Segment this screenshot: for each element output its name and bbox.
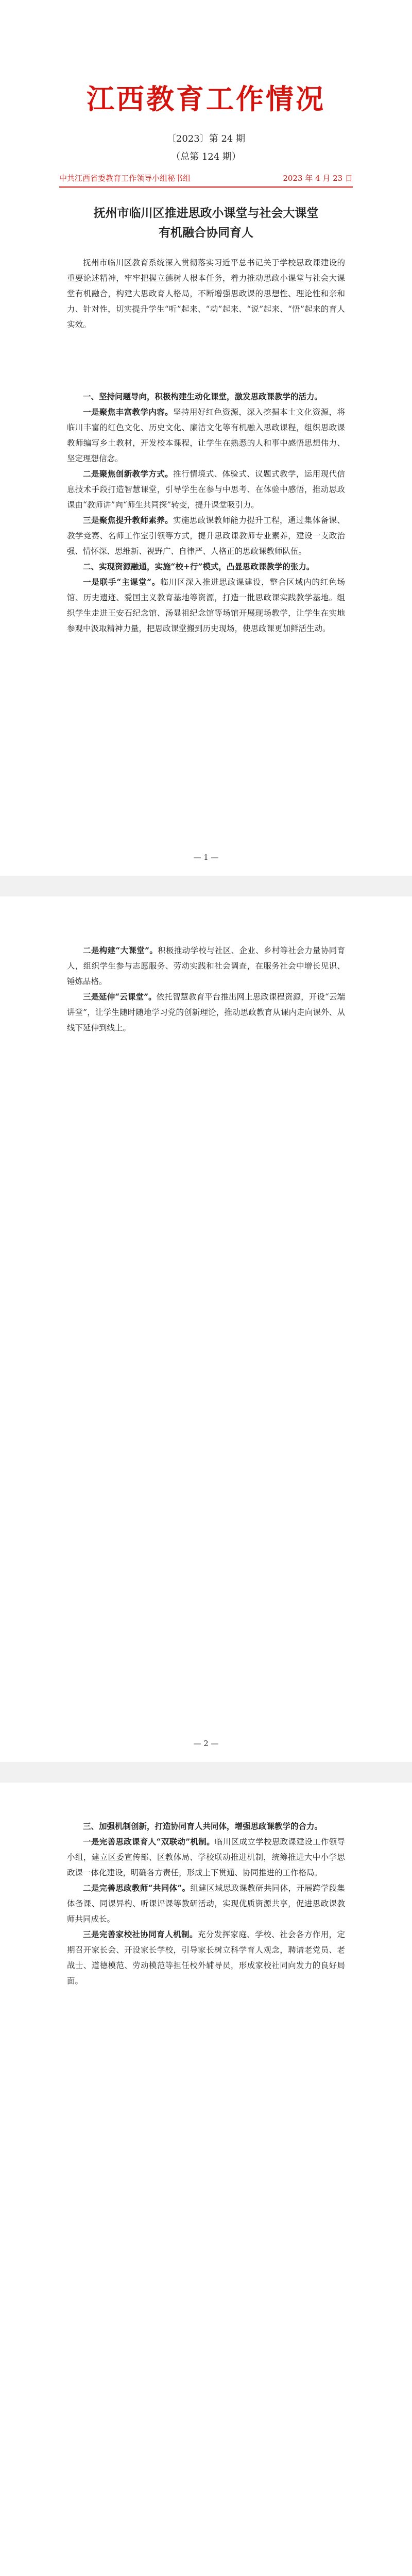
page-number-2: — 2 — bbox=[193, 1739, 219, 1748]
issue-date: 2023 年 4 月 23 日 bbox=[283, 174, 353, 183]
issue-number: 〔2023〕第 24 期 bbox=[166, 133, 246, 144]
intro-paragraph bbox=[67, 255, 345, 332]
section-3-head: 三、加强机制创新，打造协同育人共同体，增强思政课教学的合力。 bbox=[83, 1821, 323, 1831]
section-3-para-1: 一是完善思政课育人“双联动”机制。临川区成立学校思政课建设工作领导小组，建立区委宣传部、区教体局、学校联动推进机制，统筹推进大中小学思政课一体化建设，明确各方责任，形成上下贯通、协同推进的工作格局。 bbox=[67, 1837, 345, 1877]
section-2-para-2: 二是构建“大课堂”。积极推动学校与社区、企业、乡村等社会力量协同育人，组织学生参与志愿服务、劳动实践和社会调查，在服务社会中增长见识、锤炼品格。 bbox=[67, 945, 345, 986]
section-2-para-1: 一是联手“主课堂”。临川区深入推进思政课建设，整合区域内的红色场馆、历史遗迹、爱国主义教育基地等资源，打造一批思政课实践教学基地。组织学生走进王安石纪念馆、汤显祖纪念馆等场馆开展现场教学，让学生在实地参观中汲取精神力量，把思政课堂搬到历史现场，使思政课更加鲜活生动。 bbox=[67, 577, 345, 633]
header-meta bbox=[59, 173, 353, 183]
section-1-head: 一、坚持问题导向，积极构建生动化课堂，激发思政课教学的活力。 bbox=[83, 392, 323, 401]
intro-text: 抚州市临川区教育系统深入贯彻落实习近平总书记关于学校思政课建设的重要论述精神，牢牢把握立德树人根本任务，着力推动思政小课堂与社会大课堂有机融合，构建大思政育人格局，不断增强思政课的思想性、理论性和亲和力、针对性，切实提升学生“听”起来、“动”起来、“说”起来、“悟”起来的育人实效。 bbox=[67, 258, 345, 329]
section-2-head: 二、实现资源融通，实施“校+行”模式，凸显思政课教学的张力。 bbox=[83, 562, 315, 571]
section-1 bbox=[67, 389, 345, 636]
section-1-para-3: 三是聚焦提升教师素养。实施思政课教师能力提升工程，通过集体备课、教学竞赛、名师工作室引领等方式，提升思政课教师专业素养，建设一支政治强、情怀深、思维新、视野广、自律严、人格正的思政课教师队伍。 bbox=[67, 515, 345, 556]
page-3-body bbox=[67, 1819, 345, 1989]
section-2-para-3: 三是延伸“云课堂”。依托智慧教育平台推出网上思政课程资源，开设“云端讲堂”，让学生随时随地学习党的创新理论，推动思政教育从课内走向课外、从线下延伸到线上。 bbox=[67, 992, 345, 1032]
page-separator bbox=[0, 1762, 412, 1783]
section-3-para-3: 三是完善家校社协同育人机制。充分发挥家庭、学校、社会各方作用，定期召开家长会、开设家长学校，引导家长树立科学育人观念，聘请老党员、老战士、道德模范、劳动模范等担任校外辅导员，形成家校社同向发力的良好局面。 bbox=[67, 1929, 345, 1986]
total-issue-number: （总第 124 期） bbox=[171, 151, 241, 162]
publisher: 中共江西省委教育工作领导小组秘书组 bbox=[59, 174, 191, 183]
section-1-para-2: 二是聚焦创新教学方式。推行情境式、体验式、议题式教学，运用现代信息技术手段打造智慧课堂，引导学生在参与中思考、在体验中感悟，推动思政课由“教师讲”向“师生共同探”转变，提升课堂吸引力。 bbox=[67, 469, 345, 510]
page-separator bbox=[0, 876, 412, 896]
article-title-line-1: 抚州市临川区推进思政小课堂与社会大课堂 bbox=[93, 207, 319, 220]
article-title-line-2: 有机融合协同育人 bbox=[159, 226, 253, 240]
section-3-para-2: 二是完善思政教师“共同体”。组建区域思政课教研共同体，开展跨学段集体备课、同课异构、听课评课等教研活动，实现优质资源共享，促进思政课教师共同成长。 bbox=[67, 1883, 345, 1924]
article-title bbox=[59, 204, 353, 243]
section-1-para-1: 一是聚焦丰富教学内容。坚持用好红色资源，深入挖掘本土文化资源，将临川丰富的红色文化、历史文化、廉洁文化等有机融入思政课程，组织思政课教师编写乡土教材，开发校本课程，让学生在熟悉的人和事中感悟思想伟力、坚定理想信念。 bbox=[67, 407, 345, 463]
masthead-title: 江西教育工作情况 bbox=[87, 83, 325, 115]
page-2-body bbox=[67, 943, 345, 1036]
page-number-1: — 1 — bbox=[193, 853, 219, 862]
red-divider bbox=[59, 187, 353, 188]
